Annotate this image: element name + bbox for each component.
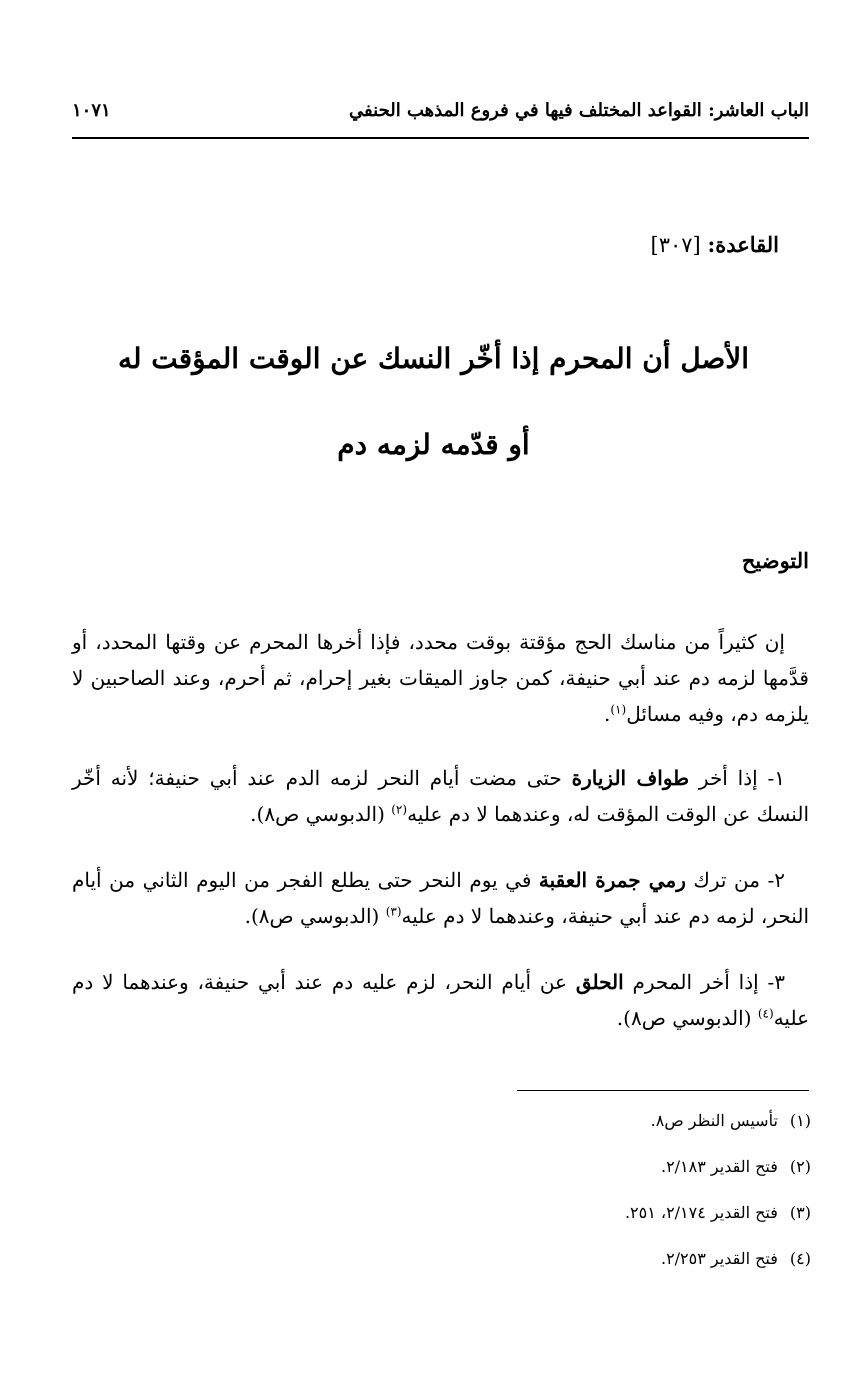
intro-text: إن كثيراً من مناسك الحج مؤقتة بوقت محدد، فإذا أخرها المحرم عن وقتها المحدد، أو قدَّمها لزمه دم عند أبي حنيفة، كمن جاوز الميقات بغير إحرام، ثم أحرم، وعند الصاحبين لا يلزمه دم، وفيه مسائل — [72, 630, 809, 726]
issue-paragraph-3: ٣- إذا أخر المحرم الحلق عن أيام النحر، لزم عليه دم عند أبي حنيفة، وعندهما لا دم عليه$^{(٤)}$ (الدبوسي ص٨). — [72, 970, 809, 1030]
footnote-item — [625, 1198, 811, 1244]
rule-number: [٣٠٧] — [650, 233, 701, 257]
header-divider — [72, 137, 809, 139]
footnote-number: (٢) — [789, 1157, 811, 1176]
intro-paragraph: إن كثيراً من مناسك الحج مؤقتة بوقت محدد، فإذا أخرها المحرم عن وقتها المحدد، أو قدَّمها لزمه دم عند أبي حنيفة، كمن جاوز الميقات بغير إحرام، ثم أحرم، وعند الصاحبين لا يلزمه دم، وفيه مسائل$^{(١)}$. — [72, 630, 809, 726]
issue-keyword: طواف الزيارة — [571, 766, 690, 790]
footnote-ref: (٤) — [757, 1006, 774, 1021]
footnote-ref: (٢) — [391, 802, 408, 817]
footnote-item — [625, 1106, 811, 1152]
footnotes-list — [625, 1106, 811, 1290]
issue-keyword: الحلق — [575, 970, 624, 994]
issue-keyword: رمي جمرة العقبة — [538, 868, 686, 892]
rule-title-line-1: الأصل أن المحرم إذا أخّر النسك عن الوقت المؤقت له — [117, 342, 750, 375]
running-chapter-title: الباب العاشر: القواعد المختلف فيها في فروع المذهب الحنفي — [349, 100, 809, 121]
page-header — [72, 100, 809, 132]
rule-title-line-2: أو قدّمه لزمه دم — [337, 428, 530, 461]
footnote-text: فتح القدير ٢/٢٥٣. — [660, 1249, 778, 1268]
footnote-number: (٤) — [789, 1249, 811, 1268]
rule-number-label — [651, 232, 780, 257]
section-heading: التوضيح — [741, 548, 809, 573]
footnote-ref: (١) — [610, 702, 627, 717]
footnote-item — [625, 1244, 811, 1290]
footnote-number: (١) — [789, 1111, 811, 1130]
issue-paragraph-1: ١- إذا أخر طواف الزيارة حتى مضت أيام النحر لزمه الدم عند أبي حنيفة؛ لأنه أخّر النسك عن الوقت المؤقت له، وعندهما لا دم عليه$^{(٢)}$ (الدبوسي ص٨). — [72, 766, 809, 826]
footnote-ref: (٣) — [385, 904, 402, 919]
footnote-text: فتح القدير ٢/١٧٤، ٢٥١. — [624, 1203, 778, 1222]
footnote-text: فتح القدير ٢/١٨٣. — [660, 1157, 778, 1176]
footnote-text: تأسيس النظر ص٨. — [650, 1111, 778, 1130]
footnote-number: (٣) — [789, 1203, 811, 1222]
issue-paragraph-2: ٢- من ترك رمي جمرة العقبة في يوم النحر حتى يطلع الفجر من اليوم الثاني من أيام النحر، لزمه دم عند أبي حنيفة، وعندهما لا دم عليه$^{(٣)}$ (الدبوسي ص٨). — [72, 868, 809, 928]
footnote-item — [625, 1152, 811, 1198]
footnote-divider — [517, 1090, 809, 1091]
page-number: ١٠٧١ — [72, 100, 111, 121]
rule-label-text: القاعدة: — [707, 232, 779, 257]
